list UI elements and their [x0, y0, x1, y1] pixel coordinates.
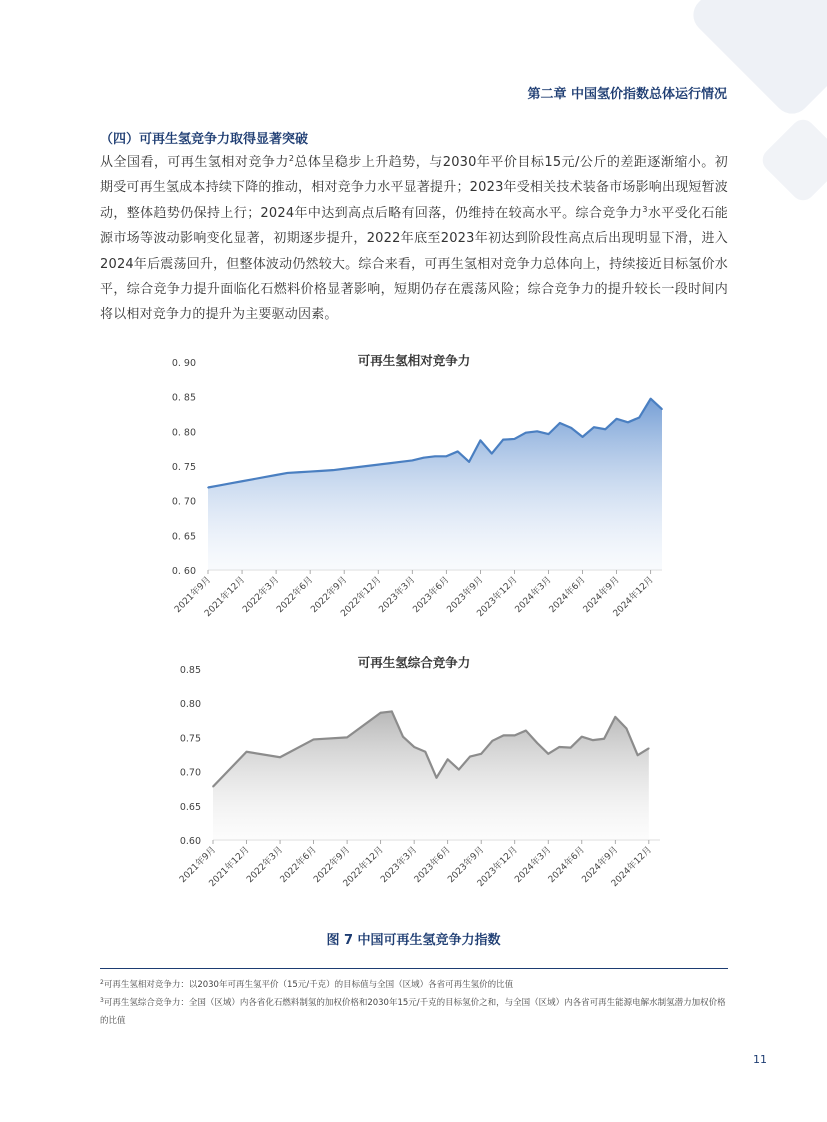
data-point: [592, 739, 594, 741]
data-point: [637, 754, 639, 756]
data-point: [469, 756, 471, 758]
paragraph-part-3: 水平受化石能源市场等波动影响变化显著，初期逐步提升，2022年底至2023年初达到阶段性高点后出现明显下滑，进入2024年后震荡回升，但整体波动仍然较大。综合来看，可再生氢相对竞争力总体向上，持续接近目标氢价水平，综合竞争力提升面临化石燃料价格显著影响，短期仍存在震荡风险；综合竞争力的提升较长一段时间内将以相对竞争力的提升为主要驱动因素。: [100, 205, 728, 323]
x-tick-label: 2022年3月: [245, 845, 286, 886]
x-tick-label: 2021年9月: [178, 845, 219, 886]
y-tick-label: 0. 65: [171, 531, 196, 543]
paragraph-part-1: 从全国看，可再生氢相对竞争力: [100, 155, 289, 170]
footnote-divider: [100, 968, 728, 969]
data-point: [559, 746, 561, 748]
data-point: [246, 751, 248, 753]
data-point: [480, 753, 482, 755]
y-tick-label: 0.80: [179, 699, 201, 711]
data-point: [615, 716, 617, 718]
data-point: [447, 758, 449, 760]
data-point: [570, 747, 572, 749]
footnote-mark: 2: [100, 979, 104, 986]
y-tick-label: 0.85: [179, 665, 201, 676]
footnote-3: [100, 994, 728, 1030]
y-tick-label: 0.70: [179, 767, 201, 779]
series-area: [213, 711, 649, 840]
y-tick-label: 0. 90: [171, 358, 196, 369]
data-point: [346, 737, 348, 739]
y-tick-label: 0. 75: [171, 462, 196, 473]
x-tick-label: 2024年3月: [513, 845, 554, 886]
paragraph-part-2: 总体呈稳步上升趋势，与2030年平价目标15元/公斤的差距逐渐缩小。初期受可再生氢成本持续下降的推动，相对竞争力水平显著提升；2023年受相关技术装备市场影响出现短暂波动，整体趋势仍保持上行；2024年中达到高点后略有回落，仍维持在较高水平。综合竞争力: [100, 155, 728, 221]
data-point: [436, 777, 438, 779]
data-point: [413, 746, 415, 748]
data-point: [279, 756, 281, 758]
x-tick-label: 2022年9月: [309, 575, 350, 616]
chart2-title: 可再生氢综合竞争力: [357, 655, 471, 670]
x-tick-label: 2024年6月: [546, 845, 587, 886]
x-tick-label: 2023年12月: [475, 845, 520, 890]
x-tick-label: 2022年9月: [312, 845, 353, 886]
y-tick-label: 0. 70: [171, 496, 196, 508]
data-point: [603, 738, 605, 740]
data-point: [525, 730, 527, 732]
x-tick-label: 2022年12月: [339, 575, 384, 620]
x-tick-label: 2024年9月: [581, 575, 622, 616]
figure-caption: 图 7 中国可再生氢竞争力指数: [326, 933, 501, 948]
x-tick-label: 2022年6月: [275, 575, 316, 616]
section-title: （四）可再生氢竞争力取得显著突破: [100, 132, 309, 147]
data-point: [391, 711, 393, 713]
x-tick-label: 2021年12月: [207, 845, 252, 890]
data-point: [514, 735, 516, 737]
x-tick-label: 2024年9月: [580, 845, 621, 886]
y-tick-label: 0.75: [179, 733, 201, 745]
x-tick-label: 2024年6月: [547, 575, 588, 616]
x-tick-label: 2023年3月: [379, 845, 420, 886]
footnote-ref-3[interactable]: 3: [642, 204, 648, 214]
x-tick-label: 2023年6月: [411, 575, 452, 616]
y-tick-label: 0. 80: [171, 427, 196, 439]
page-number: 11: [753, 1053, 767, 1066]
data-point: [581, 736, 583, 738]
x-tick-label: 2022年12月: [341, 845, 386, 890]
data-point: [425, 751, 427, 753]
data-point: [313, 739, 315, 741]
x-tick-label: 2021年12月: [203, 575, 248, 620]
y-tick-label: 0. 60: [171, 566, 196, 577]
footnote-ref-2[interactable]: 2: [288, 154, 295, 163]
data-point: [536, 742, 538, 744]
x-tick-label: 2023年6月: [412, 845, 453, 886]
x-tick-label: 2022年3月: [241, 575, 282, 616]
data-point: [626, 728, 628, 730]
data-point: [648, 748, 650, 750]
x-tick-label: 2024年12月: [609, 845, 654, 890]
data-point: [380, 712, 382, 714]
data-point: [402, 736, 404, 738]
x-tick-label: 2023年3月: [377, 575, 418, 616]
chapter-header: 第二章 中国氢价指数总体运行情况: [527, 87, 727, 102]
footnote-text: 可再生氢综合竞争力：全国（区域）内各省化石燃料制氢的加权价格和2030年15元/千克的目标氢价之和，与全国（区域）内各省可再生能源电解水制氢潜力加权价格的比值: [100, 998, 726, 1026]
data-point: [503, 735, 505, 737]
data-point: [547, 753, 549, 755]
y-tick-label: 0. 85: [171, 392, 196, 404]
chart1-title: 可再生氢相对竞争力: [357, 353, 471, 368]
data-point: [458, 769, 460, 771]
x-tick-label: 2023年9月: [446, 845, 487, 886]
data-point: [492, 740, 494, 742]
footnotes: [100, 976, 728, 1030]
x-tick-label: 2024年3月: [513, 575, 554, 616]
x-tick-label: 2022年6月: [278, 845, 319, 886]
x-tick-label: 2021年9月: [173, 575, 214, 616]
x-tick-label: 2023年12月: [475, 575, 520, 620]
y-tick-label: 0.60: [179, 836, 201, 847]
data-point: [212, 786, 214, 788]
footnote-2: [100, 976, 728, 994]
x-tick-label: 2024年12月: [611, 575, 656, 620]
footnote-text: 可再生氢相对竞争力：以2030年可再生氢平价（15元/千克）的目标值与全国（区域）各省可再生氢价的比值: [103, 980, 514, 990]
y-tick-label: 0.65: [179, 801, 201, 813]
x-tick-label: 2023年9月: [445, 575, 486, 616]
footnote-mark: 3: [100, 997, 104, 1004]
